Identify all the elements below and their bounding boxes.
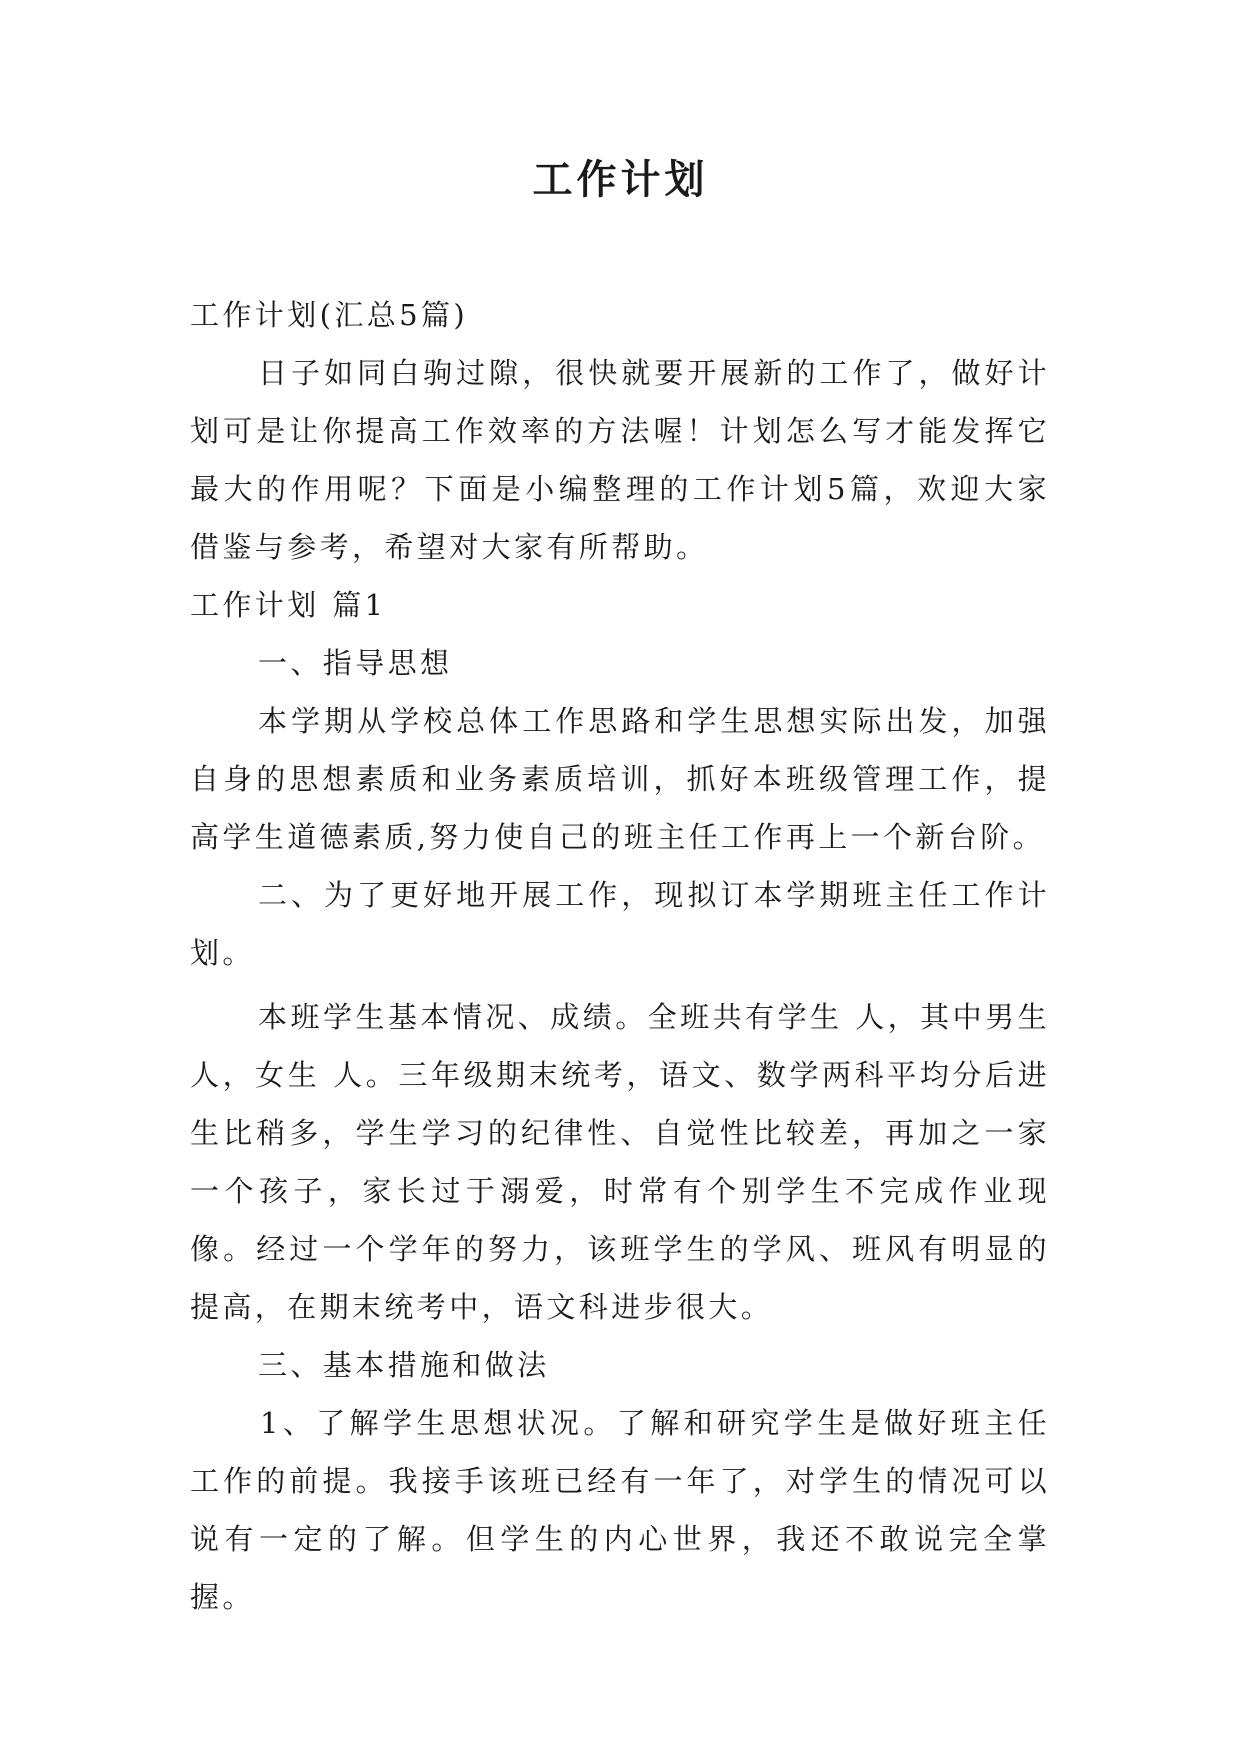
section-heading: 工作计划 篇1 <box>190 588 387 622</box>
paragraph-class-situation: 本班学生基本情况、成绩。全班共有学生 人，其中男生 人，女生 人。三年级期末统考，语文、数学两科平均分后进生比稍多，学生学习的纪律性、自觉性比较差，再加之一家一个孩子，家长过于溺爱，时常有个别学生不完成作业现像。经过一个学年的努力，该班学生的学风、班风有明显的提高，在期末统考中，语文科进步很大。 <box>190 1000 1050 1324</box>
intro-paragraph: 日子如同白驹过隙，很快就要开展新的工作了，做好计划可是让你提高工作效率的方法喔！计划怎么写才能发挥它最大的作用呢？下面是小编整理的工作计划5篇，欢迎大家借鉴与参考，希望对大家有所帮助。 <box>190 356 1050 564</box>
document-subtitle: 工作计划(汇总5篇) <box>190 298 469 332</box>
document-title: 工作计划 <box>532 156 709 203</box>
paragraph-guiding-thought: 本学期从学校总体工作思路和学生思想实际出发，加强自身的思想素质和业务素质培训，抓好本班级管理工作，提高学生道德素质,努力使自己的班主任工作再上一个新台阶。 <box>190 704 1050 854</box>
heading-measures: 三、基本措施和做法 <box>258 1348 550 1382</box>
paragraph-measure-1: 1、了解学生思想状况。了解和研究学生是做好班主任工作的前提。我接手该班已经有一年了，对学生的情况可以说有一定的了解。但学生的内心世界，我还不敢说完全掌握。 <box>190 1406 1050 1614</box>
paragraph-plan: 二、为了更好地开展工作，现拟订本学期班主任工作计划。 <box>190 878 1050 970</box>
document-body <box>190 286 1050 1626</box>
heading-guiding-thought: 一、指导思想 <box>258 646 453 680</box>
